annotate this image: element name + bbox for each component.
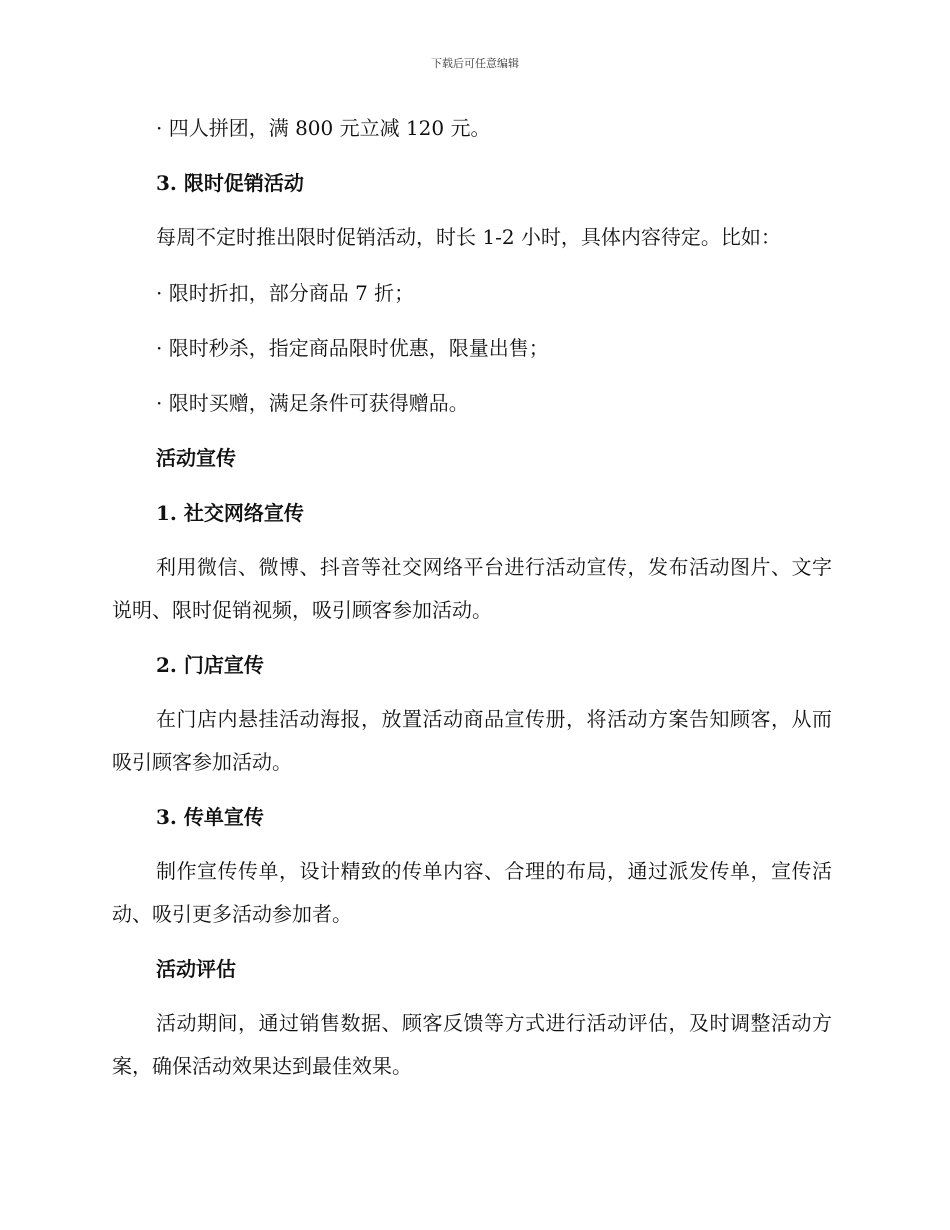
bullet-item: · 限时秒杀，指定商品限时优惠，限量出售； [156, 336, 549, 360]
bullet-item: · 限时折扣，部分商品 7 折； [156, 281, 415, 305]
document-body [112, 106, 832, 1099]
section-heading: 3. 传单宣传 [156, 805, 264, 829]
paragraph: 每周不定时推出限时促销活动，时长 1-2 小时，具体内容待定。比如： [156, 225, 781, 249]
paragraph: 制作宣传传单，设计精致的传单内容、合理的布局，通过派发传单，宣传活动、吸引更多活动参加者。 [112, 859, 832, 926]
bullet-item: · 限时买赠，满足条件可获得赠品。 [156, 391, 469, 415]
paragraph: 利用微信、微博、抖音等社交网络平台进行活动宣传，发布活动图片、文字说明、限时促销视频，吸引顾客参加活动。 [112, 555, 832, 622]
paragraph: 在门店内悬挂活动海报，放置活动商品宣传册，将活动方案告知顾客，从而吸引顾客参加活动。 [112, 707, 832, 774]
paragraph: 活动期间，通过销售数据、顾客反馈等方式进行活动评估，及时调整活动方案，确保活动效果达到最佳效果。 [112, 1011, 832, 1078]
section-heading: 活动评估 [156, 957, 236, 981]
page-header: 下载后可任意编辑 [431, 57, 519, 70]
section-heading: 活动宣传 [156, 446, 236, 470]
bullet-item: · 四人拼团，满 800 元立减 120 元。 [156, 116, 491, 140]
section-heading: 2. 门店宣传 [156, 653, 264, 677]
section-heading: 3. 限时促销活动 [156, 171, 304, 195]
section-heading: 1. 社交网络宣传 [156, 501, 304, 525]
